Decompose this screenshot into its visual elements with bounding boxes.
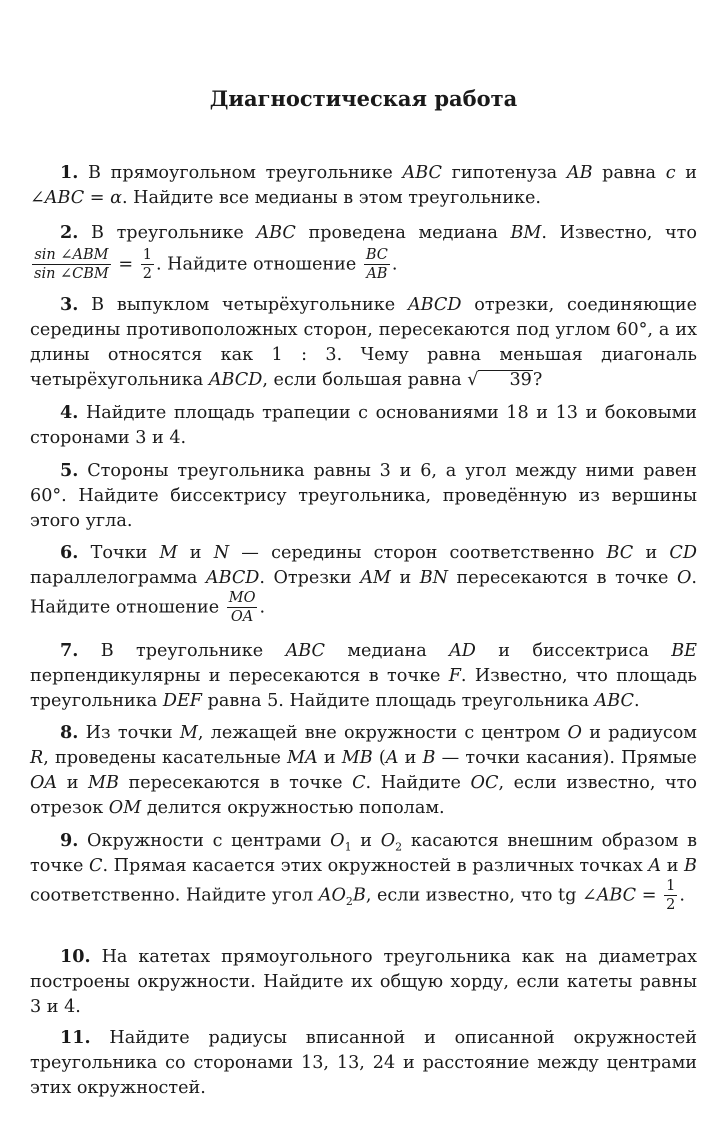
math-expr: F: [448, 666, 461, 686]
math-expr: ABCD: [407, 295, 462, 315]
fraction-denominator: OA: [230, 608, 254, 625]
math-expr: C: [352, 773, 366, 793]
math-expr: N: [213, 543, 230, 563]
math-expr: ABC: [402, 163, 442, 183]
math-expr: ABCD: [208, 370, 263, 390]
problem-text: =: [636, 885, 663, 906]
problem-7: [30, 638, 697, 714]
problem-text: На катетах прямоугольного треугольника как на диаметрах построены окружности. Найдите их общую хорду, если катеты равны 3 и 4.: [30, 947, 697, 1017]
problem-text: . Найдите все медианы в этом треугольнике.: [122, 188, 542, 208]
problem-text: .: [679, 885, 685, 906]
problem-text: . Найдите: [365, 773, 471, 793]
problem-text: . Найдите отношение: [155, 254, 362, 275]
problem-text: — точки касания). Прямые: [435, 748, 697, 768]
problem-number: 8.: [60, 722, 79, 743]
sqrt-sign: √: [467, 370, 479, 390]
problem-text: ?: [532, 370, 543, 390]
math-expr: ABC: [285, 641, 326, 661]
fraction-denominator: sin ∠CBM: [34, 265, 109, 282]
problem-number: 6.: [60, 542, 79, 563]
math-expr: DEF: [162, 691, 203, 711]
fraction-denominator: 2: [666, 896, 676, 913]
problem-text: соответственно. Найдите угол: [30, 885, 319, 906]
problem-text: равна: [592, 163, 666, 183]
problem-text: . Отрезки: [259, 568, 361, 588]
math-expr: AO: [318, 885, 346, 906]
page-title: Диагностическая работа: [209, 86, 518, 111]
problem-text: Найдите радиусы вписанной и описанной окружностей треугольника со сторонами 13, 13, 24 и расстояние между центрами этих окружностей.: [30, 1028, 697, 1098]
problem-text: и: [398, 748, 423, 768]
subscript: 1: [344, 840, 352, 854]
problem-text: В прямоугольном треугольнике: [78, 163, 403, 183]
problem-text: и радиусом: [581, 723, 697, 743]
problem-text: и: [57, 773, 89, 793]
problem-11: [30, 1025, 697, 1101]
math-expr: ABCD: [205, 568, 260, 588]
fraction: [141, 248, 154, 281]
fraction: [227, 591, 258, 624]
math-expr: BC: [606, 543, 634, 563]
math-expr: A: [385, 748, 399, 768]
math-expr: α: [110, 188, 122, 208]
problem-text: . Известно, что площадь треугольника: [30, 666, 697, 711]
math-expr: ABC: [594, 691, 634, 711]
math-expr: CD: [669, 543, 697, 563]
math-expr: R: [30, 748, 44, 768]
math-expr: B: [684, 856, 697, 876]
problem-text: Из точки: [78, 723, 180, 743]
problem-text: пересекаются в точке: [118, 773, 353, 793]
subscript: 2: [345, 895, 353, 909]
problem-text: медиана: [325, 641, 450, 661]
problem-3: [30, 292, 697, 393]
fraction-numerator: 1: [666, 878, 676, 894]
problem-9: [30, 828, 697, 912]
problem-text: , если известно, что tg: [365, 885, 582, 906]
math-expr: ABC: [256, 223, 296, 243]
fraction-numerator: 1: [142, 247, 152, 263]
problem-text: . Найдите отношение: [30, 568, 697, 618]
problem-text: проведена медиана: [295, 223, 511, 243]
problem-text: . Известно, что: [541, 223, 697, 243]
problem-text: .: [259, 597, 266, 618]
problem-text: делится окружностью пополам.: [141, 798, 445, 818]
math-expr: MB: [341, 748, 373, 768]
problem-text: касаются внешним образом в точке: [30, 831, 697, 876]
math-expr: MB: [88, 773, 119, 793]
math-expr: c: [665, 163, 676, 183]
problem-text: и: [390, 568, 420, 588]
problem-number: 3.: [60, 294, 79, 315]
fraction: [664, 879, 677, 912]
problem-5: [30, 458, 697, 534]
problem-text: .: [633, 691, 640, 711]
sqrt-value: 39: [478, 370, 532, 390]
math-expr: O: [676, 568, 692, 588]
fraction-numerator: sin ∠ABM: [32, 248, 111, 265]
problem-text: и биссектриса: [475, 641, 672, 661]
problem-number: 2.: [60, 222, 79, 243]
problem-number: 10.: [60, 946, 91, 967]
problem-text: .: [391, 254, 398, 275]
math-expr: O: [330, 831, 345, 851]
math-expr: BE: [671, 641, 697, 661]
problem-text: , если большая равна: [262, 370, 468, 390]
problem-1: [30, 160, 697, 211]
math-expr: A: [648, 856, 662, 876]
problem-text: В треугольнике: [78, 641, 286, 661]
subscript: 2: [395, 840, 403, 854]
math-expr: BN: [419, 568, 449, 588]
math-expr: B: [352, 885, 366, 906]
fraction-numerator: MO: [228, 590, 256, 606]
problem-text: и: [351, 831, 381, 851]
problem-number: 7.: [60, 640, 79, 661]
problem-text: и: [633, 543, 670, 563]
problem-number: 11.: [60, 1027, 91, 1048]
problem-number: 9.: [60, 830, 79, 851]
math-expr: ∠ABC: [581, 885, 637, 906]
math-expr: C: [88, 856, 103, 876]
math-expr: M: [159, 543, 178, 563]
math-expr: O: [380, 831, 396, 851]
math-expr: AB: [566, 163, 593, 183]
problem-text: и: [177, 543, 214, 563]
problem-2: [30, 218, 697, 281]
problem-10: [30, 944, 697, 1020]
fraction: [32, 248, 111, 281]
problem-text: параллелограмма: [30, 568, 206, 588]
problem-text: гипотенуза: [441, 163, 567, 183]
math-expr: M: [179, 723, 198, 743]
problem-8: [30, 720, 697, 821]
problem-text: Найдите площадь трапеции с основаниями 18 и 13 и боковыми сторонами 3 и 4.: [30, 403, 697, 448]
math-expr: OC: [470, 773, 499, 793]
fraction-denominator: 2: [142, 265, 152, 282]
problem-text: — середины сторон соответственно: [229, 543, 607, 563]
problem-6: [30, 540, 697, 624]
problem-text: и: [661, 856, 685, 876]
problem-text: =: [84, 188, 111, 208]
problem-number: 5.: [60, 460, 79, 481]
problem-text: , проведены касательные: [43, 748, 288, 768]
problem-text: отрезки, соединяющие середины противоположных сторон, пересекаются под углом 60°, а их длины относятся как 1 : 3. Чему равна меньшая диагональ четырёхугольника: [30, 295, 697, 390]
math-expr: O: [567, 723, 582, 743]
math-expr: AD: [449, 641, 476, 661]
math-expr: OA: [30, 773, 58, 793]
problem-text: Окружности с центрами: [78, 831, 331, 851]
math-expr: OM: [108, 798, 142, 818]
problem-text: =: [112, 254, 139, 275]
problem-text: , если известно, что отрезок: [30, 773, 697, 818]
problem-text: , лежащей вне окружности с центром: [197, 723, 568, 743]
problem-number: 4.: [60, 402, 79, 423]
problem-text: В треугольнике: [78, 223, 257, 243]
problem-text: равна 5. Найдите площадь треугольника: [202, 691, 595, 711]
math-expr: AM: [360, 568, 391, 588]
problem-text: В выпуклом четырёхугольнике: [78, 295, 408, 315]
problem-text: Точки: [78, 543, 160, 563]
math-expr: ∠ABC: [30, 188, 85, 208]
problem-number: 1.: [60, 162, 79, 183]
problem-text: и: [675, 163, 697, 183]
fraction-denominator: AB: [366, 265, 388, 282]
fraction: [364, 248, 390, 281]
math-expr: BM: [510, 223, 542, 243]
math-expr: MA: [287, 748, 318, 768]
problem-text: и: [317, 748, 342, 768]
problem-text: пересекаются в точке: [448, 568, 677, 588]
problem-4: [30, 400, 697, 451]
math-expr: B: [422, 748, 436, 768]
fraction-numerator: BC: [365, 247, 388, 263]
problem-text: Стороны треугольника равны 3 и 6, а угол между ними равен 60°. Найдите биссектрису треугольника, проведённую из вершины этого угла.: [30, 461, 697, 531]
problem-text: перпендикулярны и пересекаются в точке: [30, 666, 449, 686]
problem-text: . Прямая касается этих окружностей в различных точках: [102, 856, 649, 876]
problem-text: (: [372, 748, 386, 768]
